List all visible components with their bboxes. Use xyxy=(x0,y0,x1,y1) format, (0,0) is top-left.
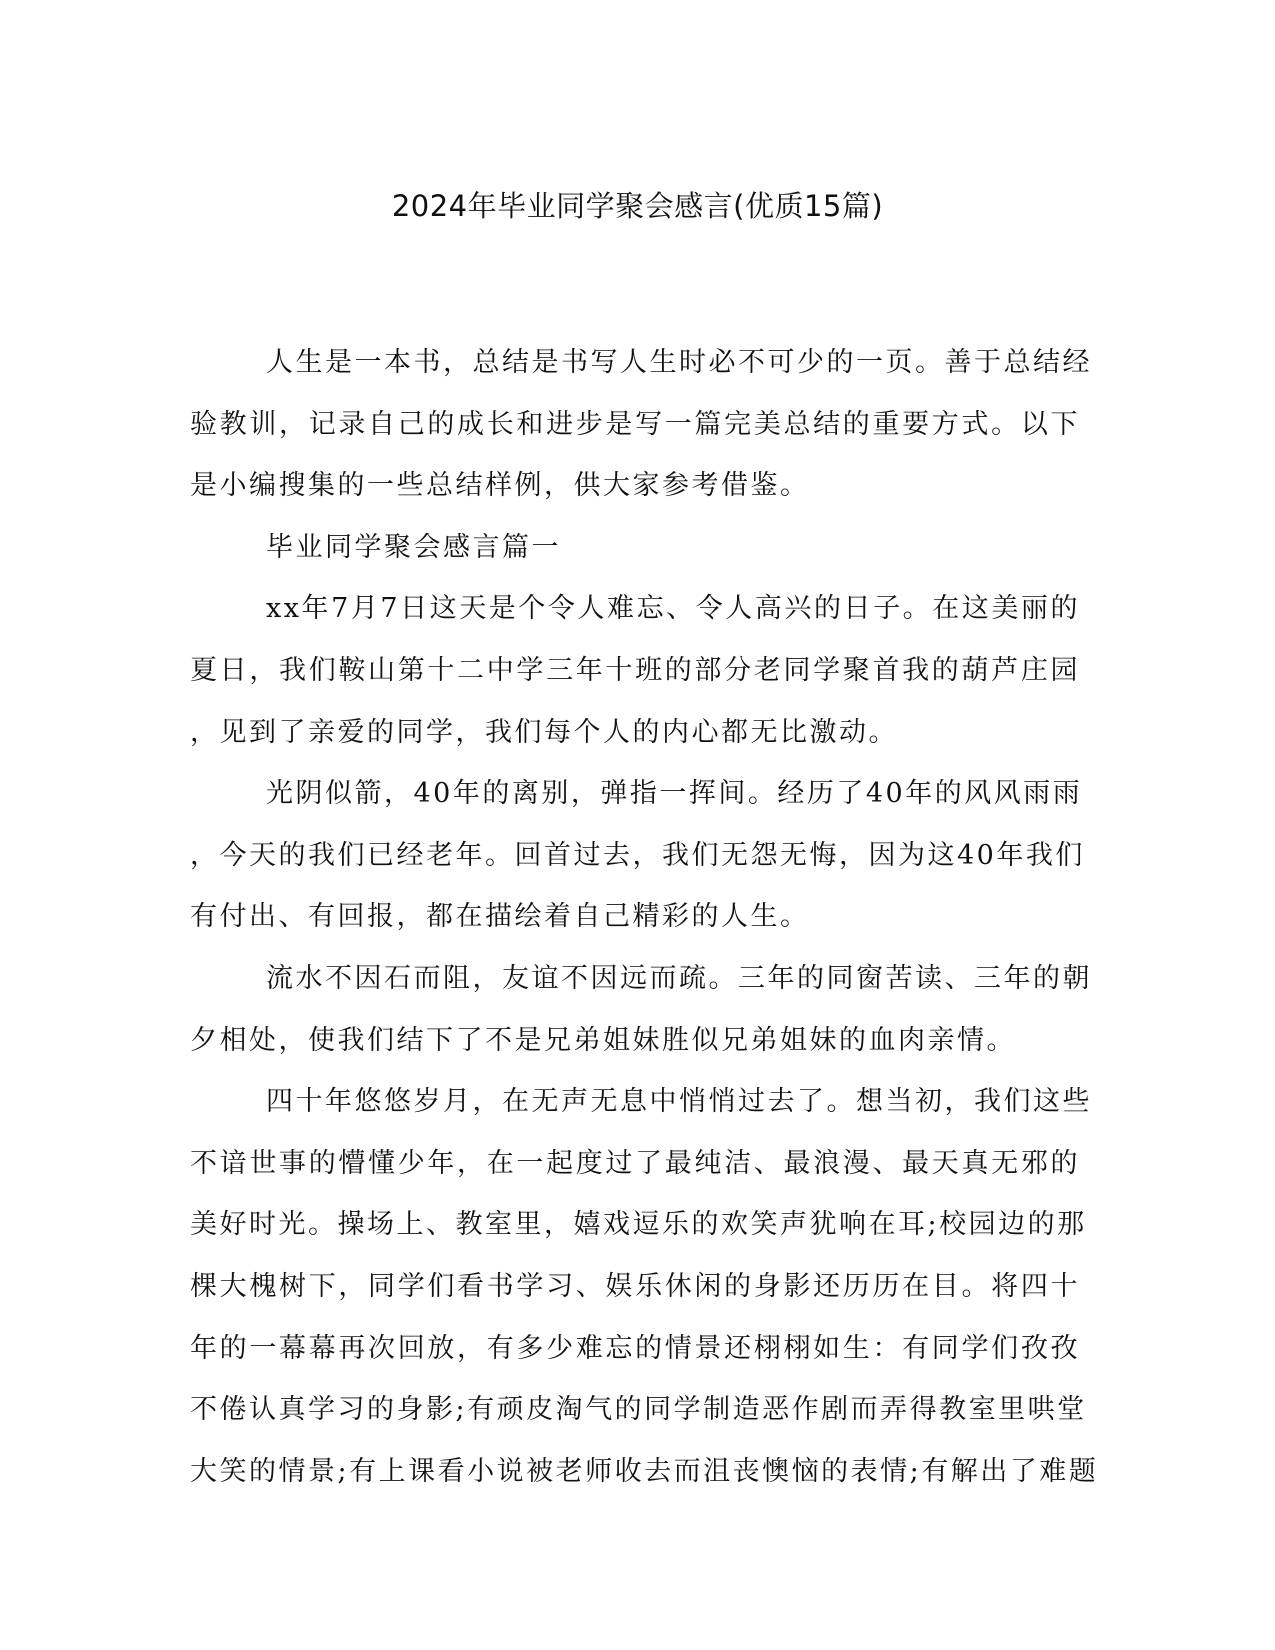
paragraph xyxy=(190,578,1080,763)
paragraph-line: 夏日，我们鞍山第十二中学三年十班的部分老同学聚首我的葫芦庄园 xyxy=(190,654,1080,686)
paragraph-line: 人生是一本书，总结是书写人生时必不可少的一页。善于总结经 xyxy=(266,347,1092,378)
paragraph xyxy=(190,763,1085,948)
paragraph-line: 大笑的情景;有上课看小说被老师收去而沮丧懊恼的表情;有解出了难题 xyxy=(190,1455,1099,1487)
section-heading xyxy=(190,517,1080,579)
paragraph-line: 不谙世事的懵懂少年，在一起度过了最纯洁、最浪漫、最天真无邪的 xyxy=(190,1147,1080,1179)
paragraph-line: 有付出、有回报，都在描绘着自己精彩的人生。 xyxy=(190,901,810,933)
paragraph-line: 不倦认真学习的身影;有顽皮淘气的同学制造恶作剧而弄得教室里哄堂 xyxy=(190,1394,1087,1426)
paragraph-line: 夕相处，使我们结下了不是兄弟姐妹胜似兄弟姐妹的血肉亲情。 xyxy=(190,1024,1016,1056)
paragraph-line: 流水不因石而阻，友谊不因远而疏。三年的同窗苦读、三年的朝 xyxy=(266,962,1092,994)
paragraph-line: 棵大槐树下，同学们看书学习、娱乐休闲的身影还历历在目。将四十 xyxy=(190,1270,1080,1302)
paragraph xyxy=(190,948,1092,1071)
paragraph-line: 四十年悠悠岁月，在无声无息中悄悄过去了。想当初，我们这些 xyxy=(266,1086,1092,1118)
document-title: 2024年毕业同学聚会感言(优质15篇) xyxy=(391,189,884,223)
paragraph-line: ，见到了亲爱的同学，我们每个人的内心都无比激动。 xyxy=(190,716,898,748)
paragraph-line: xx年7月7日这天是个令人难忘、令人高兴的日子。在这美丽的 xyxy=(266,593,1080,625)
document-body xyxy=(190,332,1099,1502)
paragraph-line: 美好时光。操场上、教室里，嬉戏逗乐的欢笑声犹响在耳;校园边的那 xyxy=(190,1209,1087,1241)
paragraph-line: 年的一幕幕再次回放，有多少难忘的情景还栩栩如生：有同学们孜孜 xyxy=(190,1332,1080,1364)
paragraph xyxy=(190,1071,1099,1502)
section-heading-text: 毕业同学聚会感言篇一 xyxy=(266,531,561,563)
paragraph-line: ，今天的我们已经老年。回首过去，我们无怨无悔，因为这40年我们 xyxy=(190,839,1085,871)
paragraph xyxy=(190,332,1092,517)
paragraph-line: 光阴似箭，40年的离别，弹指一挥间。经历了40年的风风雨雨 xyxy=(266,778,1083,810)
paragraph-line: 验教训，记录自己的成长和进步是写一篇完美总结的重要方式。以下 xyxy=(190,408,1080,440)
paragraph-line: 是小编搜集的一些总结样例，供大家参考借鉴。 xyxy=(190,470,810,502)
